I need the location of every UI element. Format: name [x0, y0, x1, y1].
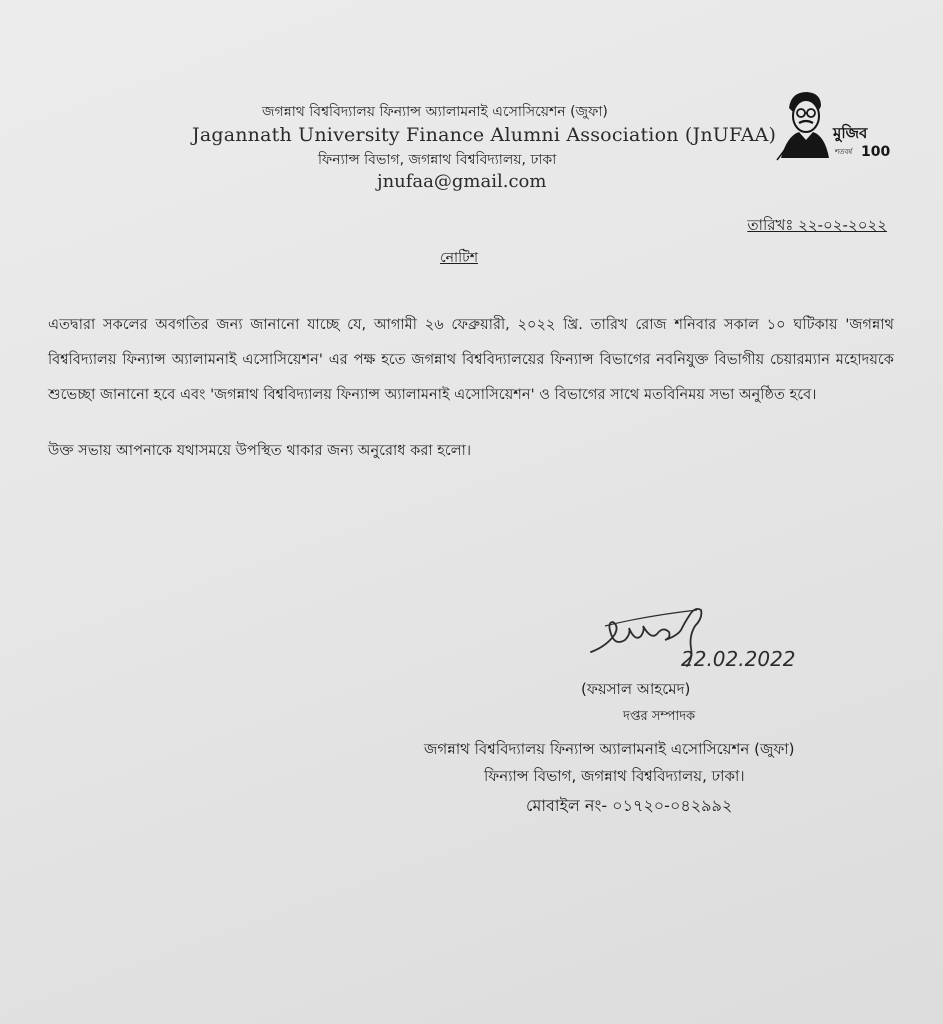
org-name-english: Jagannath University Finance Alumni Association (JnUFAA)	[192, 124, 777, 146]
handwritten-signature	[585, 596, 855, 676]
attendance-request: উক্ত সভায় আপনাকে যথাসময়ে উপস্থিত থাকার জন্য অনুরোধ করা হলো।	[48, 442, 472, 459]
signatory-role: দপ্তর সম্পাদক	[623, 709, 696, 724]
notice-body-paragraph: এতদ্বারা সকলের অবগতির জন্য জানানো যাচ্ছে যে, আগামী ২৬ ফেব্রুয়ারী, ২০২২ খ্রি. তারিখ রোজ শনিবার সকাল ১০ ঘটিকায় 'জগন্নাথ বিশ্ববিদ্যালয় ফিন্যান্স অ্যালামনাই এসোসিয়েশন' এর পক্ষ হতে জগন্নাথ বিশ্ববিদ্যালয়ের ফিন্যান্স বিভাগের নবনিযুক্ত বিভাগীয় চেয়ারম্যান মহোদয়কে শুভেচ্ছা জানানো হবে এবং 'জগন্নাথ বিশ্ববিদ্যালয় ফিন্যান্স অ্যালামনাই এসোসিয়েশন' ও বিভাগের সাথে মতবিনিময় সভা অনুষ্ঠিত হবে।	[48, 315, 894, 403]
signature-date: 22.02.2022	[681, 647, 796, 671]
logo-number: 100	[861, 144, 891, 160]
logo-text-mujib: মুজিব	[833, 124, 868, 142]
org-email: jnufaa@gmail.com	[377, 171, 547, 192]
signatory-mobile: মোবাইল নং- ০১৭২০-০৪২৯৯২	[526, 796, 733, 815]
org-name-bengali: জগন্নাথ বিশ্ববিদ্যালয় ফিন্যান্স অ্যালামনাই এসোসিয়েশন (জুফা)	[262, 104, 608, 120]
mujib-centenary-logo	[775, 88, 891, 162]
notice-date: তারিখঃ ২২-০২-২০২২	[747, 216, 887, 234]
signatory-name: (ফয়সাল আহমেদ)	[581, 680, 691, 698]
signatory-organization: জগন্নাথ বিশ্ববিদ্যালয় ফিন্যান্স অ্যালামনাই এসোসিয়েশন (জুফা)	[424, 740, 795, 758]
logo-text-centenary: শতবর্ষ	[835, 148, 853, 156]
department-address: ফিন্যান্স বিভাগ, জগন্নাথ বিশ্ববিদ্যালয়, ঢাকা	[318, 152, 557, 168]
notice-title: নোটিশ	[440, 250, 479, 266]
signatory-department: ফিন্যান্স বিভাগ, জগন্নাথ বিশ্ববিদ্যালয়, ঢাকা।	[484, 767, 745, 785]
